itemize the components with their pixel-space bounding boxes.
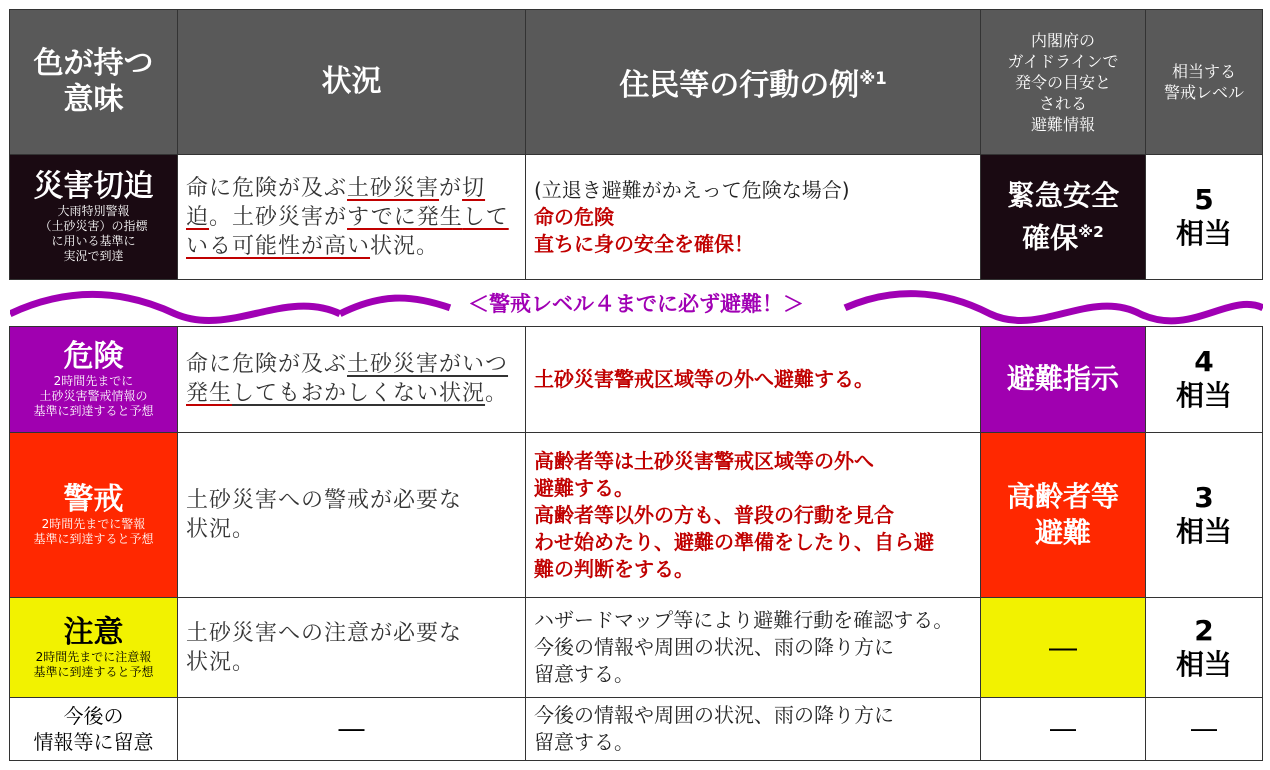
header-meaning-line2: 意味 <box>63 82 124 118</box>
info-elderly-evacuation <box>981 432 1146 598</box>
situation-underlined: 土砂災害がいつ <box>347 352 509 378</box>
situation-underlined: 切迫 <box>186 175 486 230</box>
situation-level-5 <box>178 155 526 280</box>
row-stay-informed <box>10 697 1263 760</box>
level-none: ― <box>1146 697 1263 760</box>
alert-level-table <box>9 9 1263 761</box>
level-number: 2 <box>1194 613 1214 647</box>
info-line1: 緊急安全 <box>1006 179 1119 213</box>
info-emergency-safety <box>981 155 1146 280</box>
banner-text: ＜警戒レベル４までに必ず避難！＞ <box>458 288 814 318</box>
meaning-sub: 実況で到達 <box>63 249 124 264</box>
level-word: 相当 <box>1175 647 1232 681</box>
action-line: 命の危険 <box>534 204 614 229</box>
action-line: 高齢者等は土砂災害警戒区域等の外へ <box>534 448 874 473</box>
level-3 <box>1146 432 1263 598</box>
level-word: 相当 <box>1175 379 1232 413</box>
meaning-danger <box>10 327 178 433</box>
meaning-title: 警戒 <box>63 482 124 518</box>
header-action-text: 住民等の行動の例 <box>619 67 860 103</box>
meaning-sub: 2時間先までに <box>53 373 134 388</box>
meaning-title: 注意 <box>63 614 124 650</box>
info-line1: 高齢者等 <box>1006 480 1119 514</box>
meaning-sub: 基準に到達すると予想 <box>33 532 154 547</box>
header-level-l1: 相当する <box>1171 62 1236 82</box>
situation-text: 命に危険が及ぶ <box>186 352 348 378</box>
situation-text: 。 <box>485 381 509 407</box>
level-number: 3 <box>1194 481 1214 515</box>
row-level-2 <box>10 598 1263 698</box>
header-action <box>526 10 981 155</box>
meaning-sub: 基準に到達すると予想 <box>33 664 154 679</box>
action-line: 留意する。 <box>534 662 634 687</box>
action-line: 高齢者等以外の方も、普段の行動を見合 <box>534 502 894 527</box>
action-level-4: 土砂災害警戒区域等の外へ避難する。 <box>526 327 981 433</box>
action-stay-informed <box>526 697 981 760</box>
meaning-caution <box>10 598 178 698</box>
situation-text: 命に危険が及ぶ <box>186 175 348 201</box>
header-situation: 状況 <box>178 10 526 155</box>
action-level-5 <box>526 155 981 280</box>
header-guideline-l3: 発令の目安と <box>1014 72 1111 92</box>
meaning-sub: 基準に到達すると予想 <box>33 403 154 418</box>
action-line: 留意する。 <box>534 729 634 754</box>
action-line: (立退き避難がかえって危険な場合) <box>534 177 850 202</box>
row-level-4 <box>10 327 1263 433</box>
header-action-note: ※1 <box>859 68 887 88</box>
meaning-title: 危険 <box>63 338 124 374</box>
situation-underlined: 発生 <box>186 381 233 407</box>
row-level-5 <box>10 155 1263 280</box>
level-number: 4 <box>1194 345 1214 379</box>
header-guideline <box>981 10 1146 155</box>
situation-text: 土砂災害への警戒が必要な <box>186 488 463 514</box>
banner-cell <box>10 280 1263 327</box>
header-meaning-line1: 色が持つ <box>33 46 154 82</box>
info-line2: 確保 <box>1022 221 1079 255</box>
row-level-3 <box>10 432 1263 598</box>
situation-text: 。土砂災害が <box>209 204 348 230</box>
situation-underlined: すでに発生 <box>347 204 463 230</box>
situation-text: 土砂災害への注意が必要な <box>186 620 463 646</box>
action-level-2 <box>526 598 981 698</box>
meaning-line1: 今後の <box>63 703 124 728</box>
info-note: ※2 <box>1078 223 1104 242</box>
meaning-sub: 2時間先までに注意報 <box>35 649 152 664</box>
action-line: 今後の情報や周囲の状況、雨の降り方に <box>534 635 894 660</box>
header-guideline-l5: 避難情報 <box>1030 114 1095 134</box>
meaning-sub: （土砂災害）の指標 <box>39 219 148 234</box>
situation-level-2 <box>178 598 526 698</box>
info-line2: 避難 <box>1034 516 1091 550</box>
action-line: 直ちに身の安全を確保！ <box>534 231 754 256</box>
action-line: 今後の情報や周囲の状況、雨の降り方に <box>534 702 894 727</box>
header-level <box>1146 10 1263 155</box>
header-guideline-l1: 内閣府の <box>1030 30 1095 50</box>
situation-none: ― <box>178 697 526 760</box>
level-4 <box>1146 327 1263 433</box>
meaning-stay-informed <box>10 697 178 760</box>
situation-text: 状況。 <box>370 233 440 259</box>
meaning-line2: 情報等に留意 <box>33 729 154 754</box>
situation-underlined: してもおかしくない状況 <box>232 381 486 407</box>
action-line: ハザードマップ等により避難行動を確認する。 <box>534 608 954 633</box>
meaning-title: 災害切迫 <box>33 169 154 205</box>
header-meaning <box>10 10 178 155</box>
action-line: わせ始めたり、避難の準備をしたり、自ら避 <box>534 529 934 554</box>
level-word: 相当 <box>1175 217 1232 251</box>
level-5 <box>1146 155 1263 280</box>
level-number: 5 <box>1194 183 1214 217</box>
level-2 <box>1146 598 1263 698</box>
action-level-3 <box>526 432 981 598</box>
header-row <box>10 10 1263 155</box>
banner-message <box>10 280 1263 326</box>
situation-level-3 <box>178 432 526 598</box>
header-guideline-l2: ガイドラインで <box>1007 51 1119 71</box>
meaning-disaster-imminent <box>10 155 178 280</box>
info-evacuation-order: 避難指示 <box>981 327 1146 433</box>
meaning-sub: 2時間先までに警報 <box>41 517 146 532</box>
situation-underlined: している可能性が高い <box>186 204 509 259</box>
info-none: ― <box>981 598 1146 698</box>
banner-row <box>10 280 1263 327</box>
header-level-l2: 警戒レベル <box>1163 83 1244 103</box>
situation-underlined: 土砂災害 <box>347 175 440 201</box>
level-word: 相当 <box>1175 515 1232 549</box>
action-line: 避難する。 <box>534 475 634 500</box>
situation-text: 状況。 <box>186 649 256 675</box>
situation-text: が <box>439 175 463 201</box>
meaning-sub: 大雨特別警報 <box>57 204 130 219</box>
situation-text: 状況。 <box>186 517 256 543</box>
header-guideline-l4: される <box>1038 93 1087 113</box>
situation-level-4 <box>178 327 526 433</box>
action-line: 難の判断をする。 <box>534 556 694 581</box>
meaning-sub: に用いる基準に <box>51 234 136 249</box>
meaning-warning <box>10 432 178 598</box>
meaning-sub: 土砂災害警戒情報の <box>39 388 148 403</box>
info-none: ― <box>981 697 1146 760</box>
